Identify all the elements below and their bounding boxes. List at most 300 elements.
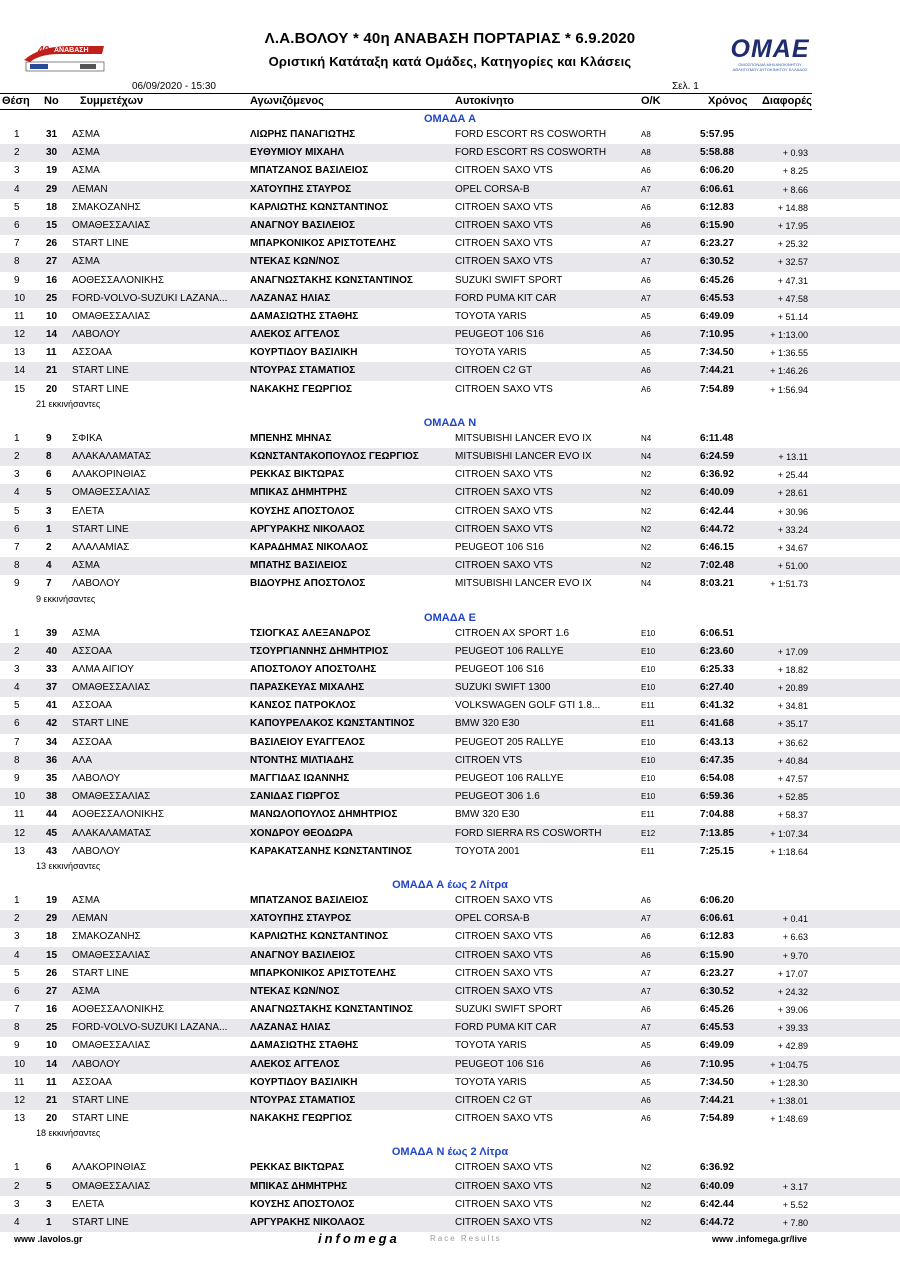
cell-class: A5: [641, 311, 651, 321]
cell-time: 6:06.61: [700, 913, 734, 925]
cell-car: OPEL CORSA-B: [455, 913, 530, 925]
cell-number: 37: [46, 682, 58, 694]
cell-time: 6:27.40: [700, 682, 734, 694]
cell-class: A7: [641, 1023, 651, 1033]
cell-car: PEUGEOT 106 RALLYE: [455, 645, 564, 657]
table-row: [0, 1019, 900, 1037]
cell-difference: + 1:18.64: [770, 846, 808, 857]
cell-car: PEUGEOT 106 S16: [455, 663, 544, 675]
cell-driver: ΚΟΥΣΗΣ ΑΠΟΣΤΟΛΟΣ: [250, 505, 355, 517]
cell-class: N2: [641, 506, 652, 516]
cell-driver: ΑΠΟΣΤΟΛΟΥ ΑΠΟΣΤΟΛΗΣ: [250, 663, 377, 675]
cell-position: 9: [14, 274, 20, 286]
cell-participant: ΑΛΑΚΑΛΑΜΑΤΑΣ: [72, 451, 152, 462]
cell-class: A6: [641, 1059, 651, 1069]
cell-number: 9: [46, 432, 52, 444]
cell-class: N4: [641, 433, 652, 443]
table-row: [0, 1110, 900, 1128]
cell-number: 14: [46, 329, 58, 341]
cell-class: A7: [641, 293, 651, 303]
cell-car: CITROEN VTS: [455, 754, 523, 766]
cell-difference: + 1:07.34: [770, 828, 808, 839]
cell-class: E11: [641, 701, 655, 711]
cell-participant: ΛΑΒΟΛΟΥ: [72, 329, 121, 341]
cell-position: 9: [14, 773, 20, 784]
cell-participant: ΛΕΜΑΝ: [72, 183, 108, 195]
cell-class: N2: [641, 470, 652, 480]
cell-car: PEUGEOT 205 RALLYE: [455, 736, 564, 748]
cell-number: 41: [46, 700, 58, 712]
cell-class: E10: [641, 755, 656, 765]
table-row: [0, 965, 900, 983]
table-row: [0, 126, 900, 144]
cell-position: 2: [14, 147, 20, 159]
cell-number: 40: [46, 645, 58, 657]
group-heading: [0, 1142, 900, 1159]
cell-position: 6: [14, 219, 20, 231]
cell-time: 6:43.13: [700, 736, 734, 748]
table-row: [0, 1196, 900, 1214]
cell-participant: ΣΜΑΚΟΖΑΝΗΣ: [72, 931, 141, 943]
cell-class: A6: [641, 384, 651, 394]
cell-time: 7:44.21: [700, 365, 734, 377]
cell-number: 7: [46, 578, 52, 590]
header-driver: Αγωνιζόμενος: [250, 95, 324, 107]
cell-class: A5: [641, 1077, 651, 1087]
group-heading-label: ΟΜΑΔΑ Α: [423, 113, 477, 125]
cell-class: E11: [641, 810, 655, 820]
cell-driver: ΝΤΕΚΑΣ ΚΩΝ/ΝΟΣ: [250, 985, 340, 997]
cell-difference: + 0.41: [782, 914, 808, 925]
cell-car: SUZUKI SWIFT SPORT: [455, 1004, 563, 1016]
cell-number: 33: [46, 663, 58, 675]
cell-position: 12: [14, 329, 26, 341]
starters-label: 13 εκκινήσαντες: [36, 860, 101, 871]
cell-car: CITROEN SAXO VTS: [455, 1113, 553, 1125]
cell-driver: ΜΑΝΩΛΟΠΟΥΛΟΣ ΔΗΜΗΤΡΙΟΣ: [250, 809, 398, 821]
cell-car: TOYOTA YARIS: [455, 1040, 527, 1052]
cell-participant: ΑΛΜΑ ΑΙΓΙΟΥ: [72, 663, 134, 675]
cell-time: 6:30.52: [700, 256, 734, 268]
cell-difference: + 58.37: [777, 810, 808, 821]
starters-count: [0, 861, 900, 875]
cell-participant: ΑΣΜΑ: [72, 165, 100, 177]
table-row: [0, 308, 900, 326]
cell-driver: ΜΠΕΝΗΣ ΜΗΝΑΣ: [250, 432, 332, 444]
cell-position: 1: [14, 432, 20, 444]
footer-left-url[interactable]: www .lavolos.gr: [14, 1234, 83, 1244]
table-row: [0, 983, 900, 1001]
cell-difference: + 7.80: [782, 1217, 808, 1228]
table-row: [0, 788, 900, 806]
cell-number: 21: [46, 365, 58, 377]
cell-position: 5: [14, 967, 20, 979]
cell-participant: START LINE: [72, 967, 129, 979]
cell-driver: ΝΑΚΑΚΗΣ ΓΕΩΡΓΙΟΣ: [250, 383, 353, 395]
header-pos: Θέση: [2, 95, 30, 107]
cell-driver: ΚΟΥΣΗΣ ΑΠΟΣΤΟΛΟΣ: [250, 1198, 355, 1210]
cell-difference: + 9.70: [782, 950, 808, 961]
cell-car: CITROEN SAXO VTS: [455, 967, 553, 979]
cell-participant: ΑΟΘΕΣΣΑΛΟΝΙΚΗΣ: [72, 274, 165, 286]
cell-time: 7:44.21: [700, 1095, 734, 1106]
cell-difference: + 5.52: [782, 1199, 808, 1210]
cell-car: CITROEN SAXO VTS: [455, 505, 553, 517]
cell-driver: ΤΣΙΟΓΚΑΣ ΑΛΕΞΑΝΔΡΟΣ: [250, 627, 371, 639]
cell-time: 6:23.60: [700, 645, 734, 657]
cell-driver: ΜΠΙΚΑΣ ΔΗΜΗΤΡΗΣ: [250, 487, 348, 499]
cell-time: 6:23.27: [700, 967, 734, 979]
group-heading: [0, 109, 900, 126]
cell-car: CITROEN SAXO VTS: [455, 1180, 553, 1192]
cell-time: 7:10.95: [700, 329, 734, 341]
cell-difference: + 47.31: [777, 275, 808, 286]
header-diff: Διαφορές: [762, 95, 812, 107]
cell-position: 4: [14, 1216, 20, 1228]
cell-position: 1: [14, 129, 20, 140]
cell-difference: + 8.25: [782, 166, 808, 177]
cell-car: FORD PUMA KIT CAR: [455, 292, 557, 304]
cell-driver: ΕΥΘΥΜΙΟΥ ΜΙΧΑΗΛ: [250, 147, 345, 159]
cell-class: A6: [641, 932, 651, 942]
cell-number: 36: [46, 754, 58, 766]
cell-driver: ΚΑΡΛΙΩΤΗΣ ΚΩΝΣΤΑΝΤΙΝΟΣ: [250, 201, 389, 213]
cell-number: 6: [46, 1162, 52, 1174]
cell-driver: ΚΑΡΑΔΗΜΑΣ ΝΙΚΟΛΑΟΣ: [250, 541, 369, 553]
table-row: [0, 181, 900, 199]
group-heading-label: ΟΜΑΔΑ Ε: [424, 611, 476, 624]
cell-position: 1: [14, 1162, 20, 1174]
cell-driver: ΑΡΓΥΡΑΚΗΣ ΝΙΚΟΛΑΟΣ: [250, 1216, 365, 1228]
cell-position: 8: [14, 256, 20, 268]
table-row: [0, 217, 900, 235]
cell-driver: ΚΑΡΛΙΩΤΗΣ ΚΩΝΣΤΑΝΤΙΝΟΣ: [250, 931, 389, 943]
cell-car: CITROEN SAXO VTS: [455, 383, 553, 395]
cell-difference: + 13.11: [778, 452, 808, 462]
cell-class: E10: [641, 664, 656, 674]
cell-difference: + 17.09: [777, 646, 808, 657]
cell-class: A6: [641, 1096, 651, 1105]
cell-difference: + 3.17: [782, 1181, 808, 1192]
cell-driver: ΛΑΖΑΝΑΣ ΗΛΙΑΣ: [250, 1022, 331, 1034]
cell-car: SUZUKI SWIFT SPORT: [455, 274, 563, 286]
cell-participant: START LINE: [72, 1216, 129, 1228]
cell-difference: + 40.84: [777, 755, 808, 766]
cell-driver: ΜΠΑΤΗΣ ΒΑΣΙΛΕΙΟΣ: [250, 560, 348, 572]
cell-position: 12: [14, 827, 26, 839]
cell-time: 7:04.88: [700, 809, 734, 821]
cell-class: E12: [641, 828, 656, 838]
cell-class: A7: [641, 914, 651, 924]
cell-driver: ΜΠΑΤΖΑΝΟΣ ΒΑΣΙΛΕΙΟΣ: [250, 165, 369, 177]
cell-participant: START LINE: [72, 365, 129, 377]
cell-difference: + 28.61: [777, 488, 808, 499]
cell-position: 2: [14, 645, 20, 657]
cell-class: A6: [641, 1005, 651, 1015]
cell-difference: + 52.85: [777, 792, 808, 803]
cell-class: A6: [641, 202, 651, 212]
cell-driver: ΜΠΑΡΚΟΝΙΚΟΣ ΑΡΙΣΤΟΤΕΛΗΣ: [250, 238, 396, 250]
cell-participant: ΑΟΘΕΣΣΑΛΟΝΙΚΗΣ: [72, 1004, 165, 1016]
table-row: [0, 162, 900, 180]
table-row: [0, 253, 900, 271]
cell-time: 6:36.92: [700, 1162, 734, 1174]
cell-number: 29: [46, 913, 58, 925]
cell-number: 21: [46, 1095, 58, 1106]
cell-difference: + 25.44: [777, 470, 808, 481]
cell-difference: + 51.14: [777, 311, 808, 322]
cell-number: 15: [46, 949, 58, 961]
cell-driver: ΛΑΖΑΝΑΣ ΗΛΙΑΣ: [250, 292, 331, 304]
cell-participant: ΛΑΒΟΛΟΥ: [72, 1058, 121, 1070]
table-row: [0, 643, 900, 661]
footer-right-url[interactable]: www .infomega.gr/live: [712, 1234, 808, 1244]
cell-number: 14: [46, 1058, 58, 1070]
cell-position: 13: [14, 1113, 26, 1125]
cell-difference: + 8.66: [782, 184, 808, 195]
table-row: [0, 430, 900, 448]
cell-driver: ΝΑΚΑΚΗΣ ΓΕΩΡΓΙΟΣ: [250, 1113, 353, 1125]
cell-number: 4: [46, 560, 52, 572]
cell-number: 16: [46, 274, 58, 286]
footer-brand: infomega: [318, 1231, 400, 1246]
cell-number: 3: [46, 1198, 52, 1210]
cell-position: 10: [14, 791, 26, 803]
cell-car: CITROEN SAXO VTS: [455, 256, 553, 268]
table-row: [0, 381, 900, 399]
cell-position: 2: [14, 913, 20, 925]
cell-participant: ΟΜΑΘΕΣΣΑΛΙΑΣ: [72, 1180, 151, 1192]
cell-position: 11: [14, 310, 25, 322]
cell-driver: ΚΟΥΡΤΙΔΟΥ ΒΑΣΙΛΙΚΗ: [250, 347, 358, 359]
starters-label: 18 εκκινήσαντες: [36, 1128, 101, 1139]
cell-participant: ΛΑΒΟΛΟΥ: [72, 578, 121, 590]
cell-difference: + 51.00: [777, 561, 808, 572]
cell-time: 6:41.32: [700, 700, 734, 712]
cell-time: 6:36.92: [700, 469, 734, 481]
page-number: Σελ. 1: [672, 81, 699, 92]
print-datetime: 06/09/2020 - 15:30: [132, 81, 216, 92]
cell-number: 11: [46, 1076, 57, 1088]
cell-time: 6:41.68: [700, 718, 734, 730]
table-row: [0, 697, 900, 715]
cell-number: 31: [46, 129, 58, 140]
table-row: [0, 557, 900, 575]
cell-number: 20: [46, 383, 58, 395]
cell-number: 16: [46, 1004, 58, 1016]
cell-difference: + 1:46.26: [770, 366, 808, 377]
cell-time: 6:06.20: [700, 165, 734, 177]
cell-number: 27: [46, 985, 58, 997]
table-row: [0, 679, 900, 697]
cell-class: N4: [641, 452, 652, 461]
cell-car: TOYOTA 2001: [455, 845, 520, 857]
cell-difference: + 1:51.73: [770, 579, 808, 590]
cell-class: A6: [641, 1114, 651, 1124]
cell-participant: ΑΣΜΑ: [72, 129, 100, 140]
cell-number: 5: [46, 1180, 52, 1192]
table-row: [0, 466, 900, 484]
cell-driver: ΜΠΑΤΖΑΝΟΣ ΒΑΣΙΛΕΙΟΣ: [250, 894, 369, 906]
logo-word: ΑΝΑΒΑΣΗ: [54, 47, 89, 54]
cell-driver: ΚΑΝΣΟΣ ΠΑΤΡΟΚΛΟΣ: [250, 700, 356, 712]
cell-number: 29: [46, 183, 58, 195]
cell-position: 5: [14, 201, 20, 213]
table-row: [0, 1178, 900, 1196]
cell-class: E10: [641, 792, 656, 802]
cell-participant: ΑΛΑΚΟΡΙΝΘΙΑΣ: [72, 469, 147, 481]
cell-difference: + 1:48.69: [770, 1114, 808, 1125]
cell-time: 6:25.33: [700, 663, 734, 675]
cell-participant: ΕΛΕΤΑ: [72, 505, 105, 517]
table-row: [0, 734, 900, 752]
cell-driver: ΑΝΑΓΝΩΣΤΑΚΗΣ ΚΩΝΣΤΑΝΤΙΝΟΣ: [250, 1004, 413, 1016]
cell-car: FORD ESCORT RS COSWORTH: [455, 129, 607, 140]
table-row: [0, 344, 900, 362]
cell-number: 15: [46, 219, 58, 231]
cell-time: 6:59.36: [700, 791, 734, 803]
cell-participant: ΟΜΑΘΕΣΣΑΛΙΑΣ: [72, 791, 151, 803]
cell-participant: ΑΣΣΟΑΑ: [72, 736, 112, 748]
cell-car: CITROEN SAXO VTS: [455, 523, 553, 535]
cell-position: 6: [14, 718, 20, 730]
cell-participant: START LINE: [72, 238, 129, 250]
cell-class: A8: [641, 148, 651, 158]
cell-class: N2: [641, 1199, 652, 1209]
cell-class: E10: [641, 737, 656, 747]
cell-driver: ΧΟΝΔΡΟΥ ΘΕΟΔΩΡΑ: [250, 827, 353, 839]
cell-position: 4: [14, 183, 20, 195]
cell-participant: ΑΣΜΑ: [72, 147, 100, 159]
cell-difference: + 30.96: [777, 506, 808, 517]
table-row: [0, 199, 900, 217]
cell-time: 6:23.27: [700, 238, 734, 250]
cell-difference: + 17.07: [777, 968, 808, 979]
cell-car: FORD ESCORT RS COSWORTH: [455, 147, 607, 159]
cell-participant: ΛΕΜΑΝ: [72, 913, 108, 925]
group-heading-label: ΟΜΑΔΑ Ν έως 2 Λίτρα: [391, 1146, 509, 1159]
cell-number: 5: [46, 487, 52, 499]
cell-difference: + 39.33: [777, 1023, 808, 1034]
table-header: [0, 94, 900, 109]
cell-position: 3: [14, 931, 20, 943]
cell-class: A6: [641, 895, 651, 905]
cell-driver: ΜΠΑΡΚΟΝΙΚΟΣ ΑΡΙΣΤΟΤΕΛΗΣ: [250, 967, 396, 979]
cell-class: E11: [641, 719, 655, 729]
cell-number: 11: [46, 347, 57, 359]
cell-number: 45: [46, 827, 58, 839]
cell-class: N2: [641, 1163, 652, 1173]
cell-difference: + 36.62: [777, 737, 808, 748]
cell-number: 42: [46, 718, 58, 730]
table-row: [0, 752, 900, 770]
cell-position: 4: [14, 682, 20, 694]
cell-class: E10: [641, 628, 656, 638]
cell-driver: ΝΤΕΚΑΣ ΚΩΝ/ΝΟΣ: [250, 256, 340, 268]
cell-car: CITROEN SAXO VTS: [455, 238, 553, 250]
cell-number: 34: [46, 736, 58, 748]
cell-participant: ΑΣΣΟΑΑ: [72, 645, 112, 657]
header-participant: Συμμετέχων: [80, 95, 144, 107]
cell-participant: START LINE: [72, 1095, 129, 1106]
starters-count: [0, 594, 900, 608]
cell-time: 6:15.90: [700, 949, 734, 961]
cell-number: 30: [46, 147, 58, 159]
cell-difference: + 1:38.01: [770, 1096, 808, 1106]
table-row: [0, 290, 900, 308]
cell-time: 6:15.90: [700, 219, 734, 231]
cell-position: 9: [14, 1040, 20, 1052]
cell-driver: ΠΑΡΑΣΚΕΥΑΣ ΜΙΧΑΛΗΣ: [250, 682, 365, 694]
cell-driver: ΡΕΚΚΑΣ ΒΙΚΤΩΡΑΣ: [250, 469, 345, 481]
cell-difference: + 32.57: [777, 257, 808, 268]
cell-number: 27: [46, 256, 58, 268]
table-row: [0, 484, 900, 502]
cell-time: 7:25.15: [700, 845, 734, 857]
table-row: [0, 272, 900, 290]
cell-class: N2: [641, 524, 652, 534]
cell-class: A6: [641, 166, 651, 176]
starters-count: [0, 1128, 900, 1142]
cell-difference: + 25.32: [777, 239, 808, 250]
cell-time: 6:45.53: [700, 292, 734, 304]
cell-time: 6:11.48: [700, 432, 734, 444]
table-row: [0, 1001, 900, 1019]
cell-time: 6:06.61: [700, 183, 734, 195]
table-row: [0, 843, 900, 861]
table-row: [0, 448, 900, 466]
cell-class: A7: [641, 968, 651, 978]
cell-difference: + 1:04.75: [770, 1059, 808, 1070]
cell-position: 13: [14, 347, 26, 359]
cell-car: CITROEN SAXO VTS: [455, 469, 553, 481]
cell-number: 8: [46, 451, 52, 462]
cell-car: CITROEN C2 GT: [455, 1095, 533, 1106]
cell-time: 6:44.72: [700, 1216, 734, 1228]
cell-number: 39: [46, 627, 58, 639]
omae-logo-subtext: ΟΜΟΣΠΟΝΔΙΑ ΜΗΧΑΝΟΚΙΝΗΤΟΥ ΑΘΛΗΤΙΣΜΟΥ ΑΥΤΟΚΙΝΗΤΟΥ ΕΛΛΑΔΟΣ: [732, 62, 808, 72]
cell-time: 6:24.59: [700, 451, 734, 462]
cell-car: CITROEN C2 GT: [455, 365, 533, 377]
cell-car: MITSUBISHI LANCER EVO IX: [455, 451, 592, 462]
cell-difference: + 6.63: [782, 932, 808, 943]
cell-difference: + 24.32: [777, 986, 808, 997]
group-heading-label: ΟΜΑΔΑ Ν: [423, 416, 477, 429]
cell-participant: FORD-VOLVO-SUZUKI LAZANA...: [72, 292, 228, 304]
cell-driver: ΤΣΟΥΡΓΙΑΝΝΗΣ ΔΗΜΗΤΡΙΟΣ: [250, 645, 389, 657]
cell-difference: + 47.58: [777, 293, 808, 304]
cell-time: 6:47.35: [700, 754, 734, 766]
cell-driver: ΑΡΓΥΡΑΚΗΣ ΝΙΚΟΛΑΟΣ: [250, 523, 365, 535]
cell-number: 25: [46, 292, 58, 304]
cell-difference: + 33.24: [777, 524, 808, 535]
cell-car: BMW 320 E30: [455, 809, 520, 821]
cell-number: 18: [46, 201, 58, 213]
cell-driver: ΚΑΡΑΚΑΤΣΑΝΗΣ ΚΩΝΣΤΑΝΤΙΝΟΣ: [250, 845, 412, 857]
table-row: [0, 625, 900, 643]
cell-class: A8: [641, 130, 651, 139]
omae-logo-text: OMAE: [730, 35, 810, 63]
cell-number: 38: [46, 791, 58, 803]
cell-car: CITROEN SAXO VTS: [455, 894, 553, 906]
cell-participant: ΑΣΣΟΑΑ: [72, 1076, 112, 1088]
cell-participant: ΟΜΑΘΕΣΣΑΛΙΑΣ: [72, 1040, 151, 1052]
table-row: [0, 806, 900, 824]
table-row: [0, 503, 900, 521]
cell-difference: + 17.95: [777, 220, 808, 231]
table-row: [0, 1074, 900, 1092]
cell-number: 20: [46, 1113, 58, 1125]
